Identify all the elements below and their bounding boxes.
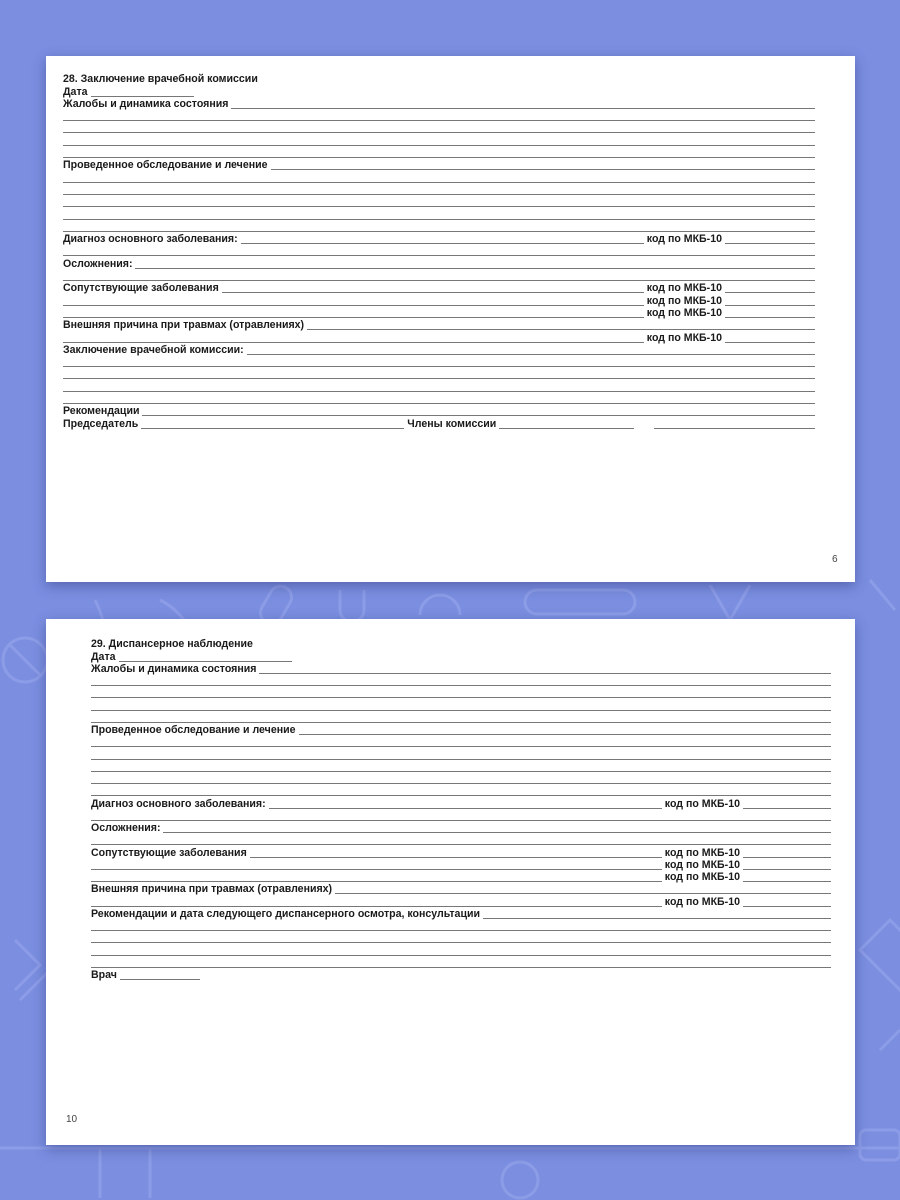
complaints-line[interactable] <box>91 697 831 698</box>
comorbid-field[interactable] <box>222 292 644 293</box>
recommendations-line[interactable] <box>91 967 831 968</box>
complaints-line[interactable] <box>91 722 831 723</box>
chairman-signature-field[interactable] <box>141 428 404 429</box>
external-cause-label: Внешняя причина при травмах (отравлениях) <box>63 319 305 332</box>
recommendations-label: Рекомендации и дата следующего диспансерного осмотра, консультации <box>91 907 480 920</box>
external-cause-line[interactable] <box>63 342 644 343</box>
diagnosis-field[interactable] <box>241 243 644 244</box>
conclusion-field[interactable] <box>247 354 815 355</box>
commission-conclusion-form <box>63 73 815 430</box>
complications-line[interactable] <box>91 844 831 845</box>
icd-code-field[interactable] <box>725 317 815 318</box>
diagnosis-line[interactable] <box>91 820 831 821</box>
comorbid-field[interactable] <box>250 857 662 858</box>
member-signature-field-1[interactable] <box>499 428 634 429</box>
page-number: 10 <box>66 1114 78 1125</box>
icd-code-field[interactable] <box>743 808 831 809</box>
comorbid-line[interactable] <box>63 305 644 306</box>
recommendations-line[interactable] <box>91 942 831 943</box>
icd-code-field[interactable] <box>725 292 815 293</box>
exam-line[interactable] <box>91 783 831 784</box>
icd-label: код по МКБ-10 <box>664 846 740 859</box>
complications-field[interactable] <box>135 268 815 269</box>
date-field[interactable] <box>91 96 194 97</box>
complaints-line[interactable] <box>63 145 815 146</box>
exam-line[interactable] <box>63 231 815 232</box>
icd-code-field[interactable] <box>743 869 831 870</box>
exam-line[interactable] <box>63 194 815 195</box>
form-page-29 <box>46 619 855 1145</box>
icd-label: код по МКБ-10 <box>646 294 722 307</box>
icd-code-field[interactable] <box>725 305 815 306</box>
complaints-line[interactable] <box>63 120 815 121</box>
recommendations-field[interactable] <box>483 918 831 919</box>
conclusion-line[interactable] <box>63 391 815 392</box>
conclusion-line[interactable] <box>63 366 815 367</box>
doctor-label: Врач <box>91 969 117 981</box>
exam-line[interactable] <box>63 219 815 220</box>
complaints-line[interactable] <box>63 132 815 133</box>
diagnosis-line[interactable] <box>63 255 815 256</box>
exam-field[interactable] <box>299 734 831 735</box>
exam-line[interactable] <box>91 771 831 772</box>
icd-label: код по МКБ-10 <box>646 233 722 246</box>
comorbid-label: Сопутствующие заболевания <box>91 846 247 859</box>
section-title: 29. Диспансерное наблюдение <box>91 638 253 651</box>
member-signature-field-2[interactable] <box>654 428 815 429</box>
conclusion-line[interactable] <box>63 403 815 404</box>
date-label: Дата <box>63 85 88 98</box>
exam-line[interactable] <box>91 746 831 747</box>
complaints-field[interactable] <box>231 108 815 109</box>
date-field[interactable] <box>119 661 292 662</box>
icd-label: код по МКБ-10 <box>664 858 740 871</box>
recommendations-line[interactable] <box>91 930 831 931</box>
icd-code-field[interactable] <box>725 342 815 343</box>
exam-line[interactable] <box>91 795 831 796</box>
members-label: Члены комиссии <box>407 417 497 430</box>
exam-line[interactable] <box>63 182 815 183</box>
complaints-line[interactable] <box>91 710 831 711</box>
icd-code-field[interactable] <box>743 906 831 907</box>
icd-label: код по МКБ-10 <box>664 797 740 810</box>
chairman-label: Председатель <box>63 417 139 430</box>
section-title: 28. Заключение врачебной комиссии <box>63 73 258 86</box>
complications-line[interactable] <box>63 280 815 281</box>
icd-label: код по МКБ-10 <box>646 306 722 319</box>
diagnosis-field[interactable] <box>269 808 662 809</box>
exam-line[interactable] <box>63 206 815 207</box>
exam-label: Проведенное обследование и лечение <box>63 159 268 172</box>
icd-code-field[interactable] <box>743 857 831 858</box>
icd-label: код по МКБ-10 <box>646 331 722 344</box>
exam-label: Проведенное обследование и лечение <box>91 724 296 736</box>
complaints-label: Жалобы и динамика состояния <box>91 662 257 675</box>
exam-field[interactable] <box>271 169 815 170</box>
form-page-28 <box>46 56 855 582</box>
comorbid-line[interactable] <box>63 317 644 318</box>
complaints-line[interactable] <box>63 157 815 158</box>
date-label: Дата <box>91 650 116 663</box>
external-cause-label: Внешняя причина при травмах (отравлениях) <box>91 883 333 896</box>
icd-label: код по МКБ-10 <box>664 895 740 908</box>
diagnosis-label: Диагноз основного заболевания: <box>91 797 266 810</box>
icd-label: код по МКБ-10 <box>664 871 740 883</box>
icd-code-field[interactable] <box>743 881 831 882</box>
external-cause-field[interactable] <box>335 893 831 894</box>
page-number: 9 <box>832 552 838 563</box>
complications-label: Осложнения: <box>91 822 161 834</box>
complications-field[interactable] <box>163 832 831 833</box>
complications-label: Осложнения: <box>63 257 133 270</box>
icd-code-field[interactable] <box>725 243 815 244</box>
dispensary-observation-form <box>91 638 831 981</box>
comorbid-line[interactable] <box>91 881 662 882</box>
doctor-signature-field[interactable] <box>120 979 200 980</box>
conclusion-line[interactable] <box>63 378 815 379</box>
conclusion-label: Заключение врачебной комиссии: <box>63 343 244 356</box>
icd-label: код по МКБ-10 <box>646 282 722 295</box>
exam-line[interactable] <box>91 759 831 760</box>
complaints-field[interactable] <box>259 673 831 674</box>
recommendations-line[interactable] <box>91 955 831 956</box>
comorbid-line[interactable] <box>91 869 662 870</box>
comorbid-label: Сопутствующие заболевания <box>63 282 219 295</box>
recommendations-field[interactable] <box>142 415 815 416</box>
recommendations-label: Рекомендации <box>63 405 140 418</box>
complaints-line[interactable] <box>91 685 831 686</box>
external-cause-field[interactable] <box>307 329 815 330</box>
complaints-label: Жалобы и динамика состояния <box>63 97 229 110</box>
external-cause-line[interactable] <box>91 906 662 907</box>
diagnosis-label: Диагноз основного заболевания: <box>63 233 238 246</box>
